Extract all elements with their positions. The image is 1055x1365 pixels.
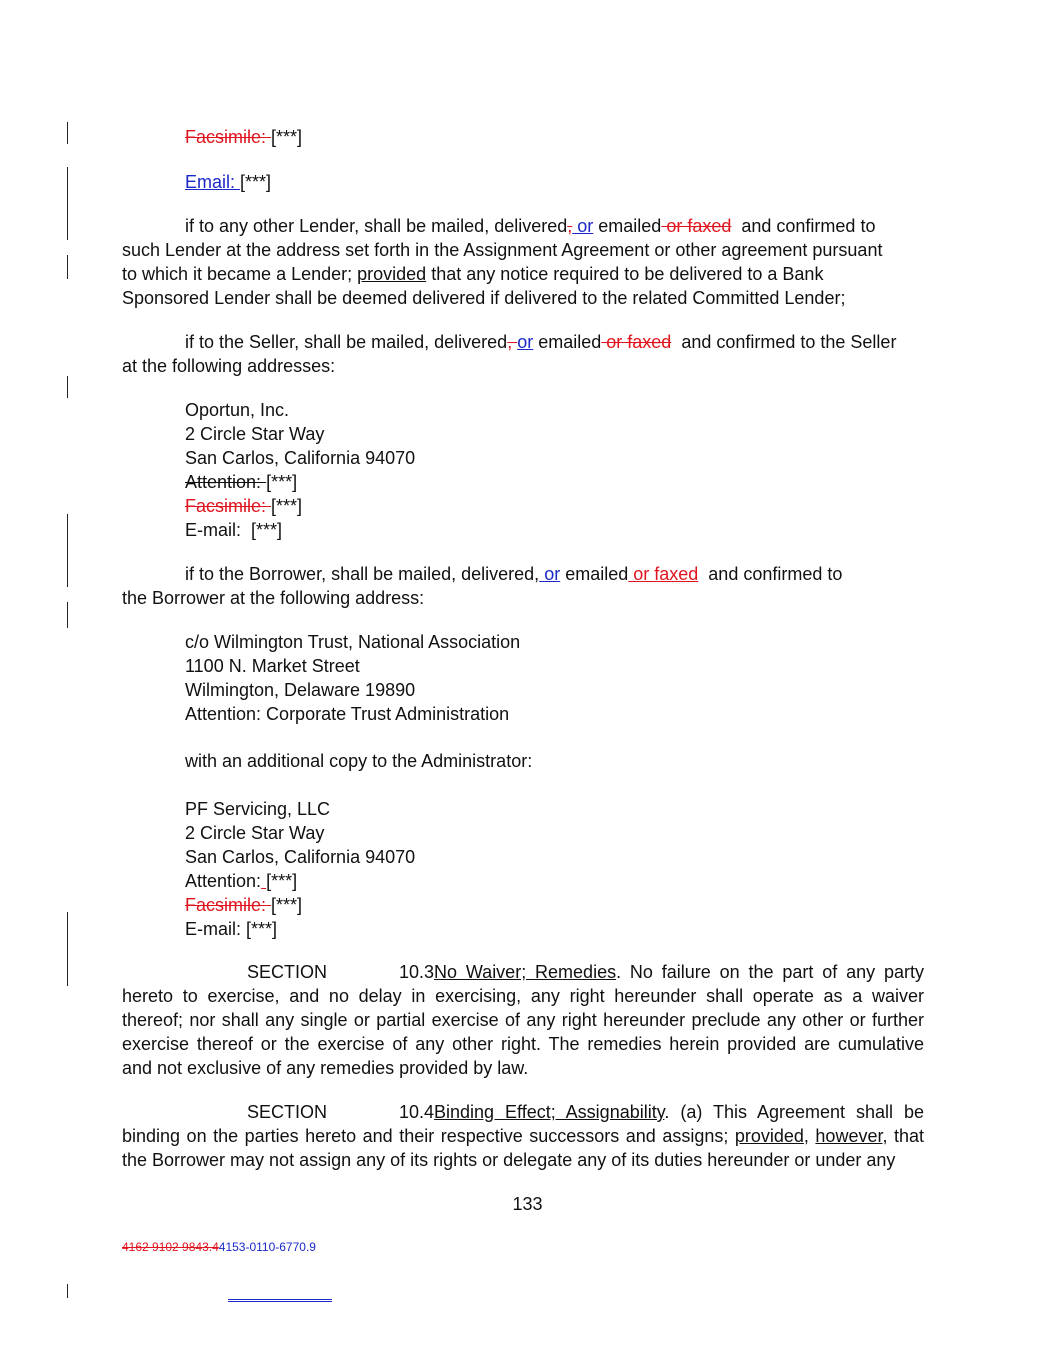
text: , that (882, 1126, 924, 1146)
paragraph-line: the Borrower at the following address: (122, 588, 425, 608)
deleted-text: Attention: (185, 472, 267, 492)
change-bar (67, 167, 68, 240)
underlined-text: provided (734, 1126, 804, 1146)
text: if to the Borrower, shall be mailed, delivered, (185, 564, 540, 584)
paragraph-line: Sponsored Lender shall be deemed delivered if delivered to the related Committed Lender; (122, 288, 846, 308)
facsimile-line (185, 125, 302, 149)
borrower-address-line: Wilmington, Delaware 19890 (185, 680, 416, 700)
redacted-value: [***] (271, 496, 303, 516)
redacted-value: [***] (240, 172, 272, 192)
deleted-text: 4162 9102 9843.4 (122, 1240, 219, 1254)
admin-address-line: 2 Circle Star Way (185, 823, 325, 843)
redacted-value: [***] (271, 895, 303, 915)
seller-email-line: E-mail: [***] (185, 520, 283, 540)
deleted-text: Facsimile: (185, 496, 272, 516)
email-line (185, 170, 271, 194)
document-id (122, 1240, 316, 1254)
redacted-value: [***] (266, 871, 298, 891)
deleted-text: , (507, 332, 518, 352)
deleted-text: Facsimile: (185, 895, 272, 915)
redacted-value: [***] (271, 127, 303, 147)
paragraph-seller-line (185, 330, 896, 354)
paragraph-line (122, 262, 823, 286)
paragraph-other-lender-line (185, 214, 875, 238)
page-number: 133 (512, 1194, 543, 1214)
text: , (803, 1126, 816, 1146)
footer-rule (228, 1299, 332, 1302)
underlined-text: provided (357, 264, 427, 284)
inserted-text: or (517, 332, 534, 352)
text: and confirmed to (698, 564, 843, 584)
paragraph-line (122, 1124, 924, 1148)
text: binding on the parties hereto and their respective successors and assigns; (122, 1126, 735, 1146)
section-number: SECTION 10.4 (247, 1102, 434, 1122)
paragraph-line: the Borrower may not assign any of its rights or delegate any of its duties hereunder or under any (122, 1150, 896, 1170)
borrower-address-line: Attention: Corporate Trust Administration (185, 704, 510, 724)
change-bar (67, 912, 68, 986)
section-10-4-heading-line (247, 1100, 924, 1124)
section-title: No Waiver; Remedies (434, 962, 617, 982)
inserted-text: or (572, 216, 594, 236)
change-bar (67, 602, 68, 628)
change-bar (67, 122, 68, 144)
section-10-3-heading-line (247, 960, 924, 984)
admin-email-line: E-mail: [***] (185, 919, 278, 939)
seller-address-line: Oportun, Inc. (185, 400, 290, 420)
inserted-text: Email: (185, 172, 241, 192)
borrower-address-line: c/o Wilmington Trust, National Association (185, 632, 521, 652)
text: to which it became a Lender; (122, 264, 358, 284)
inserted-text: or (539, 564, 561, 584)
change-bar (67, 514, 68, 587)
admin-attention-line (185, 869, 297, 893)
change-bar (67, 376, 68, 398)
seller-address-line: San Carlos, California 94070 (185, 448, 416, 468)
deleted-text: or faxed (601, 332, 672, 352)
section-number: SECTION 10.3 (247, 962, 434, 982)
paragraph-line: at the following addresses: (122, 356, 336, 376)
text: and confirmed to the Seller (671, 332, 897, 352)
paragraph-line: thereof; nor shall any single or partial exercise of any right hereunder preclude any other or further (122, 1010, 924, 1030)
text: Attention: (185, 871, 262, 891)
paragraph-line: exercise thereof or the exercise of any other right. The remedies herein provided are cumulative (122, 1034, 924, 1054)
seller-attention-line (185, 470, 297, 494)
borrower-address-line: 1100 N. Market Street (185, 656, 360, 676)
text: emailed (560, 564, 629, 584)
paragraph-line: hereto to exercise, and no delay in exercising, any right hereunder shall operate as a waiver (122, 986, 924, 1006)
admin-intro: with an additional copy to the Administrator: (185, 751, 533, 771)
text: if to the Seller, shall be mailed, delivered (185, 332, 508, 352)
paragraph-borrower-line (185, 562, 842, 586)
change-bar (67, 1284, 68, 1298)
paragraph-line: such Lender at the address set forth in the Assignment Agreement or other agreement pursuant (122, 240, 883, 260)
seller-facsimile-line (185, 494, 302, 518)
text: emailed (533, 332, 602, 352)
text: . (a) This Agreement shall be (664, 1102, 924, 1122)
admin-facsimile-line (185, 893, 302, 917)
admin-address-line: PF Servicing, LLC (185, 799, 331, 819)
deleted-text: Facsimile: (185, 127, 272, 147)
inserted-text: 4153-0110-6770.9 (218, 1240, 316, 1254)
text: emailed (593, 216, 662, 236)
text: . No failure on the part of any party (616, 962, 924, 982)
change-bar (67, 255, 68, 279)
section-title: Binding Effect; Assignability (434, 1102, 665, 1122)
text: and confirmed to (731, 216, 876, 236)
seller-address-line: 2 Circle Star Way (185, 424, 325, 444)
deleted-text: or faxed (661, 216, 732, 236)
text: that any notice required to be delivered to a Bank (426, 264, 824, 284)
deleted-text: , (567, 216, 573, 236)
underlined-text: however (815, 1126, 883, 1146)
inserted-text: or faxed (628, 564, 699, 584)
paragraph-line: and not exclusive of any remedies provided by law. (122, 1058, 529, 1078)
text: if to any other Lender, shall be mailed, delivered (185, 216, 568, 236)
redacted-value: [***] (266, 472, 298, 492)
admin-address-line: San Carlos, California 94070 (185, 847, 416, 867)
